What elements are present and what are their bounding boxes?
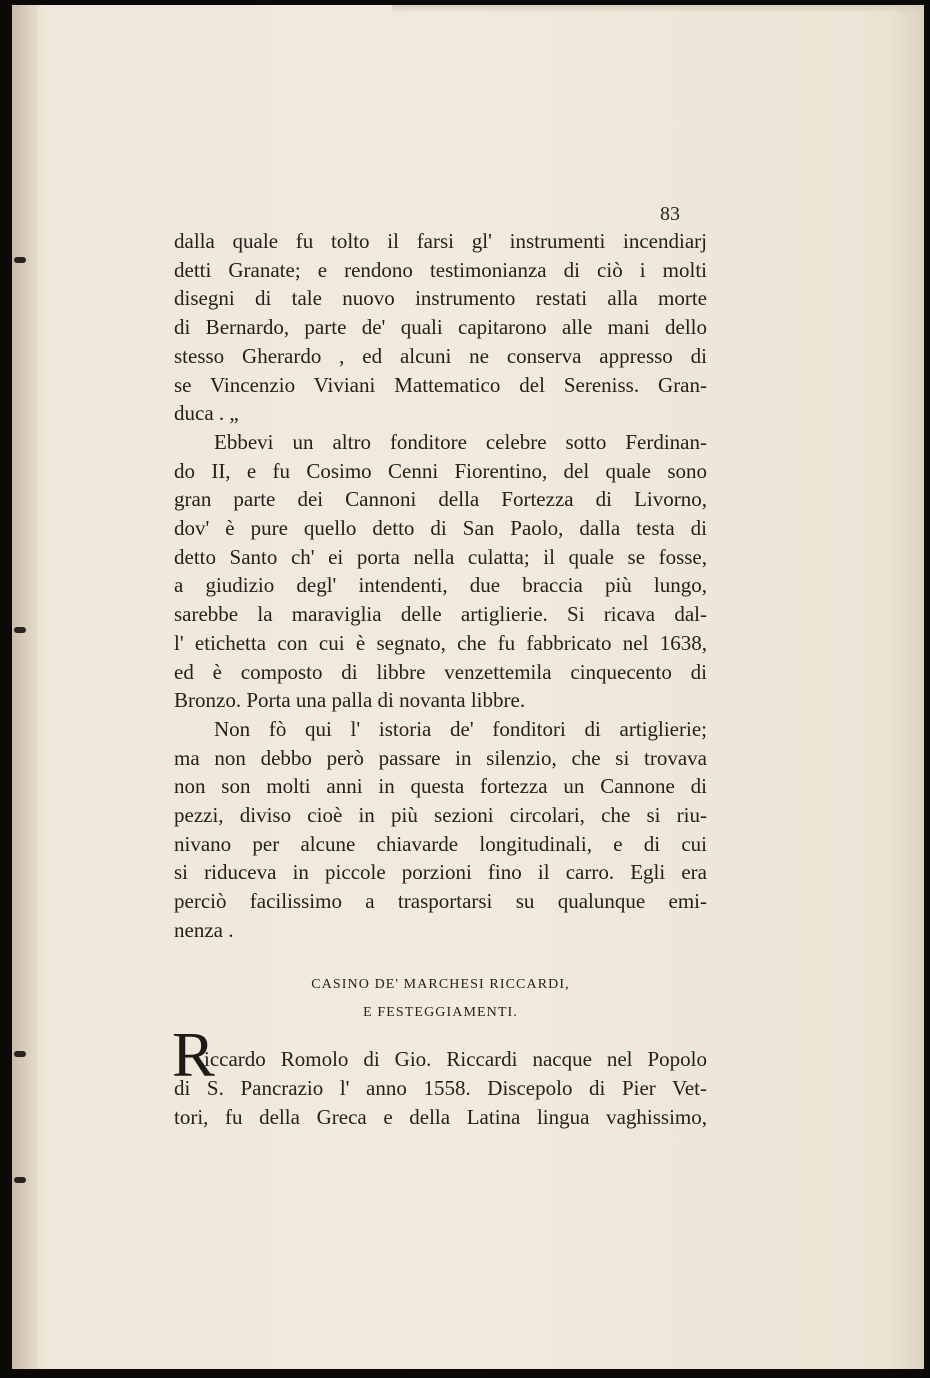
text-line: gran parte dei Cannoni della Fortezza di Livorno,: [174, 487, 707, 512]
section-heading: CASINO DE' MARCHESI RICCARDI,: [311, 977, 570, 992]
text-line: disegni di tale nuovo instrumento restati alla morte: [174, 286, 707, 311]
text-line: dalla quale fu tolto il farsi gl' instrumenti incendiarj: [174, 229, 707, 253]
drop-cap: R: [172, 1019, 215, 1090]
page-number: 83: [660, 203, 680, 225]
text-line: di S. Pancrazio l' anno 1558. Discepolo di Pier Vet-: [174, 1076, 707, 1100]
body-text: [174, 227, 707, 945]
page-gutter: [12, 5, 38, 1369]
section-text: [174, 1045, 707, 1132]
text-line: stesso Gherardo , ed alcuni ne conserva appresso di: [174, 343, 707, 368]
text-line: Ebbevi un altro fonditore celebre sotto Ferdinan-: [214, 429, 707, 454]
text-line: Non fò qui l' istoria de' fonditori di artiglierie;: [214, 716, 707, 741]
text-line: pezzi, diviso cioè in più sezioni circolari, che si riu-: [174, 803, 707, 828]
text-line: nivano per alcune chiavarde longitudinali, e di cui: [174, 831, 707, 856]
binding-mark: [14, 1177, 26, 1183]
page-top-edge: [392, 5, 924, 13]
text-line: do II, e fu Cosimo Cenni Fiorentino, del quale sono: [174, 458, 707, 483]
text-line: si riduceva in piccole porzioni fino il carro. Egli era: [174, 860, 707, 885]
text-line: iccardo Romolo di Gio. Riccardi nacque nel Popolo: [204, 1047, 707, 1071]
text-line: sarebbe la maraviglia delle artiglierie. Si ricava dal-: [174, 602, 707, 627]
text-line: detto Santo ch' ei porta nella culatta; il quale se fosse,: [174, 544, 707, 569]
text-line: a giudizio degl' intendenti, due braccia più lungo,: [174, 573, 707, 598]
text-line: duca . „: [174, 401, 239, 426]
book-page: [12, 5, 924, 1369]
binding-mark: [14, 1051, 26, 1057]
text-line: l' etichetta con cui è segnato, che fu fabbricato nel 1638,: [174, 630, 707, 655]
text-line: nenza .: [174, 917, 234, 942]
text-line: tori, fu della Greca e della Latina lingua vaghissimo,: [174, 1105, 707, 1129]
section-subheading: E FESTEGGIAMENTI.: [363, 1005, 518, 1020]
text-line: perciò facilissimo a trasportarsi su qualunque emi-: [174, 889, 707, 914]
text-line: dov' è pure quello detto di San Paolo, dalla testa di: [174, 516, 707, 541]
binding-mark: [14, 257, 26, 263]
text-line: non son molti anni in questa fortezza un Cannone di: [174, 774, 707, 799]
text-line: detti Granate; e rendono testimonianza di ciò i molti: [174, 257, 707, 282]
text-line: ed è composto di libbre venzettemila cinquecento di: [174, 659, 707, 684]
text-line: se Vincenzio Viviani Mattematico del Sereniss. Gran-: [174, 372, 707, 397]
text-line: ma non debbo però passare in silenzio, che si trovava: [174, 745, 707, 770]
binding-mark: [14, 627, 26, 633]
text-line: di Bernardo, parte de' quali capitarono alle mani dello: [174, 315, 707, 340]
text-line: Bronzo. Porta una palla di novanta libbre.: [174, 688, 526, 713]
